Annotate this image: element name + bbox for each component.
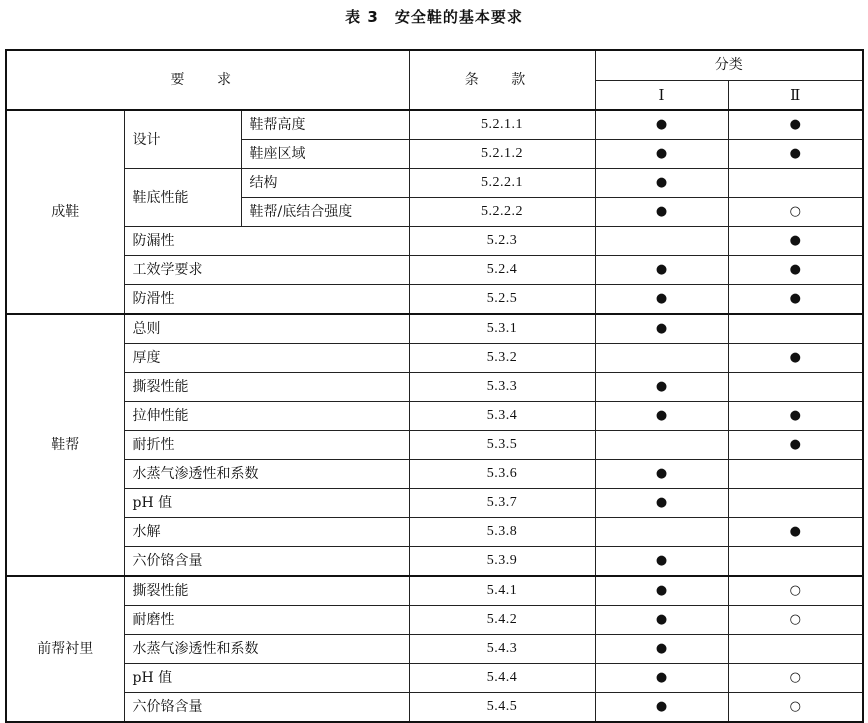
row-class-1: [595, 227, 728, 256]
row-class-1: ●: [595, 285, 728, 315]
row-class-2: ○: [728, 606, 863, 635]
row-item: 鞋座区域: [241, 140, 409, 169]
table-row: [6, 606, 863, 635]
row-clause: 5.2.5: [409, 285, 595, 315]
table-row: [6, 344, 863, 373]
table-row: [6, 169, 863, 198]
header-classification: 分类: [595, 50, 863, 81]
table-row: [6, 693, 863, 723]
row-class-1: ●: [595, 460, 728, 489]
row-class-2: ○: [728, 198, 863, 227]
header-class-2: Ⅱ: [728, 81, 863, 111]
row-class-1: ●: [595, 373, 728, 402]
row-clause: 5.3.6: [409, 460, 595, 489]
row-class-2: [728, 314, 863, 344]
row-clause: 5.4.3: [409, 635, 595, 664]
row-class-1: ●: [595, 314, 728, 344]
row-clause: 5.3.3: [409, 373, 595, 402]
row-clause: 5.4.5: [409, 693, 595, 723]
requirements-table: [5, 49, 864, 723]
row-item: 撕裂性能: [124, 373, 409, 402]
row-clause: 5.4.4: [409, 664, 595, 693]
table-row: [6, 547, 863, 577]
row-clause: 5.4.1: [409, 576, 595, 606]
row-class-1: [595, 344, 728, 373]
table-title: 表 3 安全鞋的基本要求: [345, 8, 523, 26]
row-item: 六价铬含量: [124, 693, 409, 723]
row-item: 鞋帮高度: [241, 110, 409, 140]
row-item: 防滑性: [124, 285, 409, 315]
row-item: 撕裂性能: [124, 576, 409, 606]
row-item: 水蒸气渗透性和系数: [124, 635, 409, 664]
row-item: 结构: [241, 169, 409, 198]
row-clause: 5.2.2.2: [409, 198, 595, 227]
row-class-1: ●: [595, 110, 728, 140]
table-row: [6, 489, 863, 518]
header-requirement: 要 求: [6, 50, 409, 110]
row-class-2: ○: [728, 693, 863, 723]
table-row: [6, 285, 863, 315]
row-clause: 5.3.2: [409, 344, 595, 373]
row-item: 六价铬含量: [124, 547, 409, 577]
header-class-1: Ⅰ: [595, 81, 728, 111]
row-item: pH 值: [124, 664, 409, 693]
subgroup-label-sole-performance: 鞋底性能: [124, 169, 241, 227]
row-clause: 5.3.5: [409, 431, 595, 460]
row-clause: 5.2.3: [409, 227, 595, 256]
row-class-1: ●: [595, 664, 728, 693]
table-row: [6, 431, 863, 460]
row-class-2: ●: [728, 344, 863, 373]
row-class-1: [595, 518, 728, 547]
row-class-2: ●: [728, 227, 863, 256]
row-class-2: ●: [728, 285, 863, 315]
row-class-1: [595, 431, 728, 460]
header-clause: 条 款: [409, 50, 595, 110]
table-row: [6, 110, 863, 140]
row-class-1: ●: [595, 693, 728, 723]
row-class-1: ●: [595, 635, 728, 664]
row-clause: 5.3.1: [409, 314, 595, 344]
row-class-2: ●: [728, 402, 863, 431]
group-label-upper: 鞋帮: [6, 314, 124, 576]
table-row: [6, 402, 863, 431]
row-class-2: ●: [728, 140, 863, 169]
row-class-2: ○: [728, 576, 863, 606]
row-item: 鞋帮/底结合强度: [241, 198, 409, 227]
row-clause: 5.3.9: [409, 547, 595, 577]
table-row: [6, 314, 863, 344]
row-class-1: ●: [595, 402, 728, 431]
table-row: [6, 635, 863, 664]
row-class-2: ●: [728, 431, 863, 460]
row-class-1: ●: [595, 547, 728, 577]
row-item: pH 值: [124, 489, 409, 518]
row-clause: 5.2.1.2: [409, 140, 595, 169]
row-class-2: [728, 489, 863, 518]
row-clause: 5.3.7: [409, 489, 595, 518]
row-clause: 5.2.4: [409, 256, 595, 285]
table-row: [6, 256, 863, 285]
header-row: [6, 50, 863, 81]
table-row: [6, 576, 863, 606]
row-item: 工效学要求: [124, 256, 409, 285]
row-clause: 5.3.4: [409, 402, 595, 431]
row-item: 耐折性: [124, 431, 409, 460]
row-class-1: ●: [595, 489, 728, 518]
row-item: 水解: [124, 518, 409, 547]
row-class-1: ●: [595, 140, 728, 169]
row-item: 总则: [124, 314, 409, 344]
group-label-vamp-lining: 前帮衬里: [6, 576, 124, 722]
row-class-2: ●: [728, 256, 863, 285]
table-row: [6, 518, 863, 547]
row-class-2: [728, 635, 863, 664]
row-class-1: ●: [595, 198, 728, 227]
row-class-2: ●: [728, 110, 863, 140]
row-clause: 5.2.2.1: [409, 169, 595, 198]
row-class-1: ●: [595, 169, 728, 198]
row-class-2: [728, 373, 863, 402]
table-row: [6, 460, 863, 489]
row-class-2: ●: [728, 518, 863, 547]
row-class-2: [728, 547, 863, 577]
row-item: 厚度: [124, 344, 409, 373]
row-class-2: [728, 460, 863, 489]
row-clause: 5.4.2: [409, 606, 595, 635]
row-clause: 5.3.8: [409, 518, 595, 547]
row-class-1: ●: [595, 256, 728, 285]
table-row: [6, 227, 863, 256]
row-class-1: ●: [595, 606, 728, 635]
row-class-2: ○: [728, 664, 863, 693]
table-row: [6, 373, 863, 402]
row-clause: 5.2.1.1: [409, 110, 595, 140]
row-item: 耐磨性: [124, 606, 409, 635]
row-item: 防漏性: [124, 227, 409, 256]
row-item: 拉伸性能: [124, 402, 409, 431]
row-class-1: ●: [595, 576, 728, 606]
group-label-footwear: 成鞋: [6, 110, 124, 314]
row-class-2: [728, 169, 863, 198]
row-item: 水蒸气渗透性和系数: [124, 460, 409, 489]
table-row: [6, 664, 863, 693]
subgroup-label-design: 设计: [124, 110, 241, 169]
